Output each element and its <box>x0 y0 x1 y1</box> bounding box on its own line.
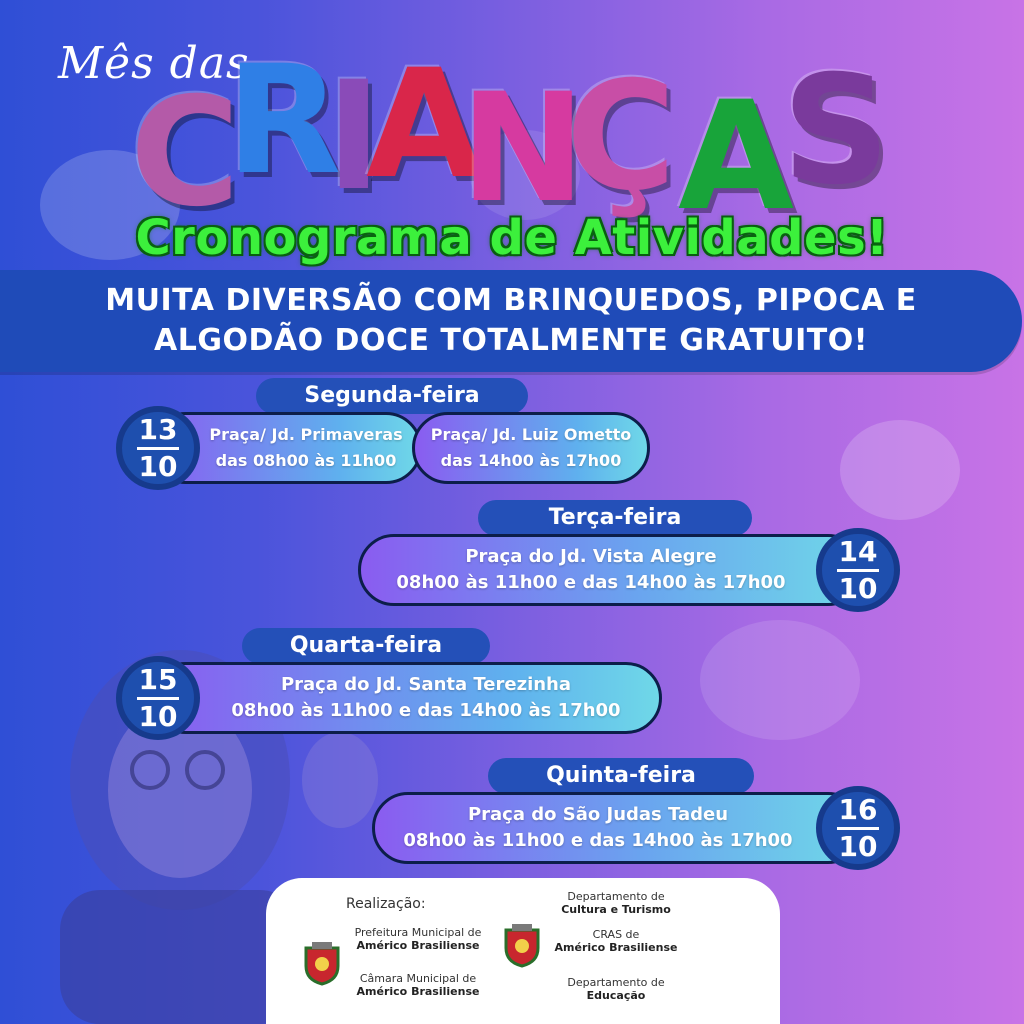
location-time: 08h00 às 11h00 e das 14h00 às 17h00 <box>396 572 786 593</box>
subtitle: Cronograma de Atividades! <box>135 210 889 266</box>
location-pill-tuesday <box>358 534 864 606</box>
title-letter: R <box>226 34 342 208</box>
date-badge-wednesday <box>116 656 200 740</box>
org-cras <box>546 928 686 954</box>
org-camara <box>350 972 486 998</box>
org-cultura <box>546 890 686 916</box>
location-place: Praça do São Judas Tadeu <box>467 804 729 825</box>
title-letter: C <box>130 66 241 240</box>
day-tab-tuesday: Terça-feira <box>478 500 752 536</box>
location-time: das 14h00 às 17h00 <box>440 451 622 470</box>
location-pill-wednesday <box>150 662 662 734</box>
paint-splatter <box>700 620 860 740</box>
location-pill-monday-2 <box>412 412 650 484</box>
location-time: das 08h00 às 11h00 <box>215 451 397 470</box>
org-line-bold: Cultura e Turismo <box>561 903 671 916</box>
date-badge-monday <box>116 406 200 490</box>
date-day: 16 <box>838 792 878 826</box>
date-badge-thursday <box>816 786 900 870</box>
title-letter: S <box>782 44 891 218</box>
title-letter: Ç <box>566 50 677 224</box>
org-line: Prefeitura Municipal de <box>354 926 482 939</box>
title-letter: A <box>678 70 795 244</box>
date-month: 10 <box>138 699 178 733</box>
day-tab-thursday: Quinta-feira <box>488 758 754 794</box>
location-time: 08h00 às 11h00 e das 14h00 às 17h00 <box>403 830 793 851</box>
date-day: 13 <box>138 412 178 446</box>
title-letter: I <box>326 50 382 224</box>
org-prefeitura <box>350 926 486 952</box>
date-month: 10 <box>838 829 878 863</box>
org-line-bold: Américo Brasiliense <box>356 939 480 952</box>
location-place: Praça do Jd. Vista Alegre <box>465 546 717 567</box>
date-badge-tuesday <box>816 528 900 612</box>
paint-splatter <box>840 420 960 520</box>
banner-line-1: MUITA DIVERSÃO COM BRINQUEDOS, PIPOCA E <box>105 283 917 318</box>
title-letter: N <box>460 62 586 236</box>
info-banner <box>0 270 1022 372</box>
org-line: Departamento de <box>567 890 665 903</box>
org-line: CRAS de <box>592 928 640 941</box>
banner-line-2: ALGODÃO DOCE TOTALMENTE GRATUITO! <box>154 323 868 358</box>
script-title: Mês das <box>58 38 250 89</box>
title-letter: A <box>366 38 483 212</box>
org-line-bold: Américo Brasiliense <box>356 985 480 998</box>
org-line: Câmara Municipal de <box>359 972 477 985</box>
day-tab-wednesday: Quarta-feira <box>242 628 490 664</box>
date-day: 15 <box>138 662 178 696</box>
org-line-bold: Educação <box>586 989 646 1002</box>
realizacao-label: Realização: <box>346 896 426 912</box>
location-time: 08h00 às 11h00 e das 14h00 às 17h00 <box>231 700 621 721</box>
sponsors-footer <box>266 878 780 1024</box>
org-line: Departamento de <box>567 976 665 989</box>
city-crest-icon <box>302 940 342 986</box>
location-pill-thursday <box>372 792 864 864</box>
org-line-bold: Américo Brasiliense <box>554 941 678 954</box>
date-month: 10 <box>138 449 178 483</box>
location-place: Praça do Jd. Santa Terezinha <box>280 674 572 695</box>
date-day: 14 <box>838 534 878 568</box>
org-educacao <box>546 976 686 1002</box>
city-crest-icon <box>502 922 542 968</box>
location-place: Praça/ Jd. Primaveras <box>209 425 403 444</box>
location-place: Praça/ Jd. Luiz Ometto <box>430 425 632 444</box>
date-month: 10 <box>838 571 878 605</box>
day-tab-monday: Segunda-feira <box>256 378 528 414</box>
